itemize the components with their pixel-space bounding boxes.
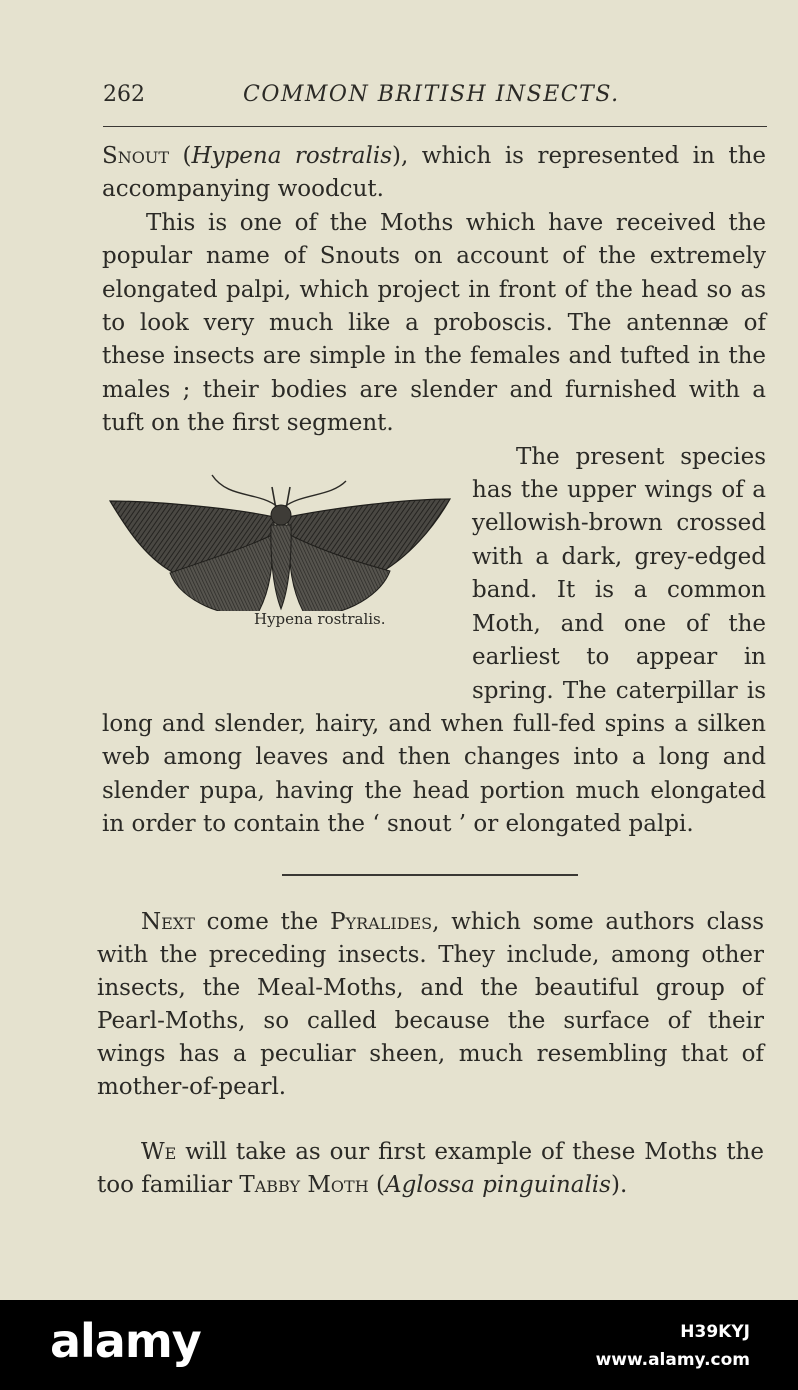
section-snout — [102, 140, 766, 842]
page-number: 262 — [103, 82, 145, 107]
species-name: Aglossa pinguinalis — [384, 1172, 611, 1198]
moth-figure — [104, 443, 456, 693]
common-name: Tabby Moth — [239, 1172, 369, 1198]
paragraph-snout-species — [102, 441, 766, 842]
header-rule — [103, 126, 767, 127]
paragraph-tabby-moth — [97, 1136, 764, 1202]
punctuation: ). — [610, 1172, 628, 1198]
paragraph-text: The present species has the upper wings of a yellowish-brown crossed with a dark, grey-edged band. It is a common Moth, and one of the earliest to appear in spring. The caterpillar is long and slender, hairy, and when full-fed spins a silken web among leaves and then changes into a long and slender pupa, having the head portion much elongated in order to contain the ‘ snout ’ or elongated palpi. — [102, 443, 766, 838]
section-pyralides — [97, 906, 764, 1202]
moth-illustration — [108, 471, 452, 611]
lead-word: We — [141, 1139, 177, 1165]
paragraph-text: will take as our first example of these Moths the too familiar — [97, 1139, 764, 1198]
paragraph-snout-description: This is one of the Moths which have received the popular name of Snouts on account of the extremely elongated palpi, which project in front of the head so as to look very much like a proboscis. The antennæ of these insects are simple in the females and tufted in the males ; their bodies are slender and furnished with a tuft on the first segment. — [102, 209, 766, 437]
paragraph-pyralides — [97, 906, 764, 1104]
paragraph-snout-intro: Snout (Hypena rostralis), which is represented in the accompanying woodcut. — [102, 143, 766, 203]
lead-word: Next — [141, 909, 195, 935]
paragraph-text: , which is represented in the accompanying woodcut. — [102, 143, 766, 203]
running-title: COMMON BRITISH INSECTS. — [243, 82, 620, 107]
lead-word: Snout — [102, 143, 170, 169]
punctuation: ( — [368, 1172, 385, 1198]
site-url-link[interactable]: www.alamy.com — [595, 1350, 750, 1370]
image-id: H39KYJ — [680, 1322, 750, 1342]
family-name: Pyralides — [330, 909, 433, 935]
species-name: Hypena rostralis — [191, 143, 393, 169]
running-head — [103, 82, 767, 114]
watermark-footer — [0, 1300, 798, 1390]
figure-caption: Hypena rostralis. — [254, 609, 386, 628]
alamy-logo[interactable]: alamy — [50, 1314, 201, 1368]
section-divider — [282, 874, 578, 876]
paragraph-text: come the — [194, 909, 331, 935]
paragraph-text: , which some authors class with the preceding insects. They include, among other insects, the Meal-Moths, and the beautiful group of Pearl-Moths, so called because the surface of their wings has a peculiar sheen, much resembling that of mother-of-pearl. — [97, 909, 764, 1100]
